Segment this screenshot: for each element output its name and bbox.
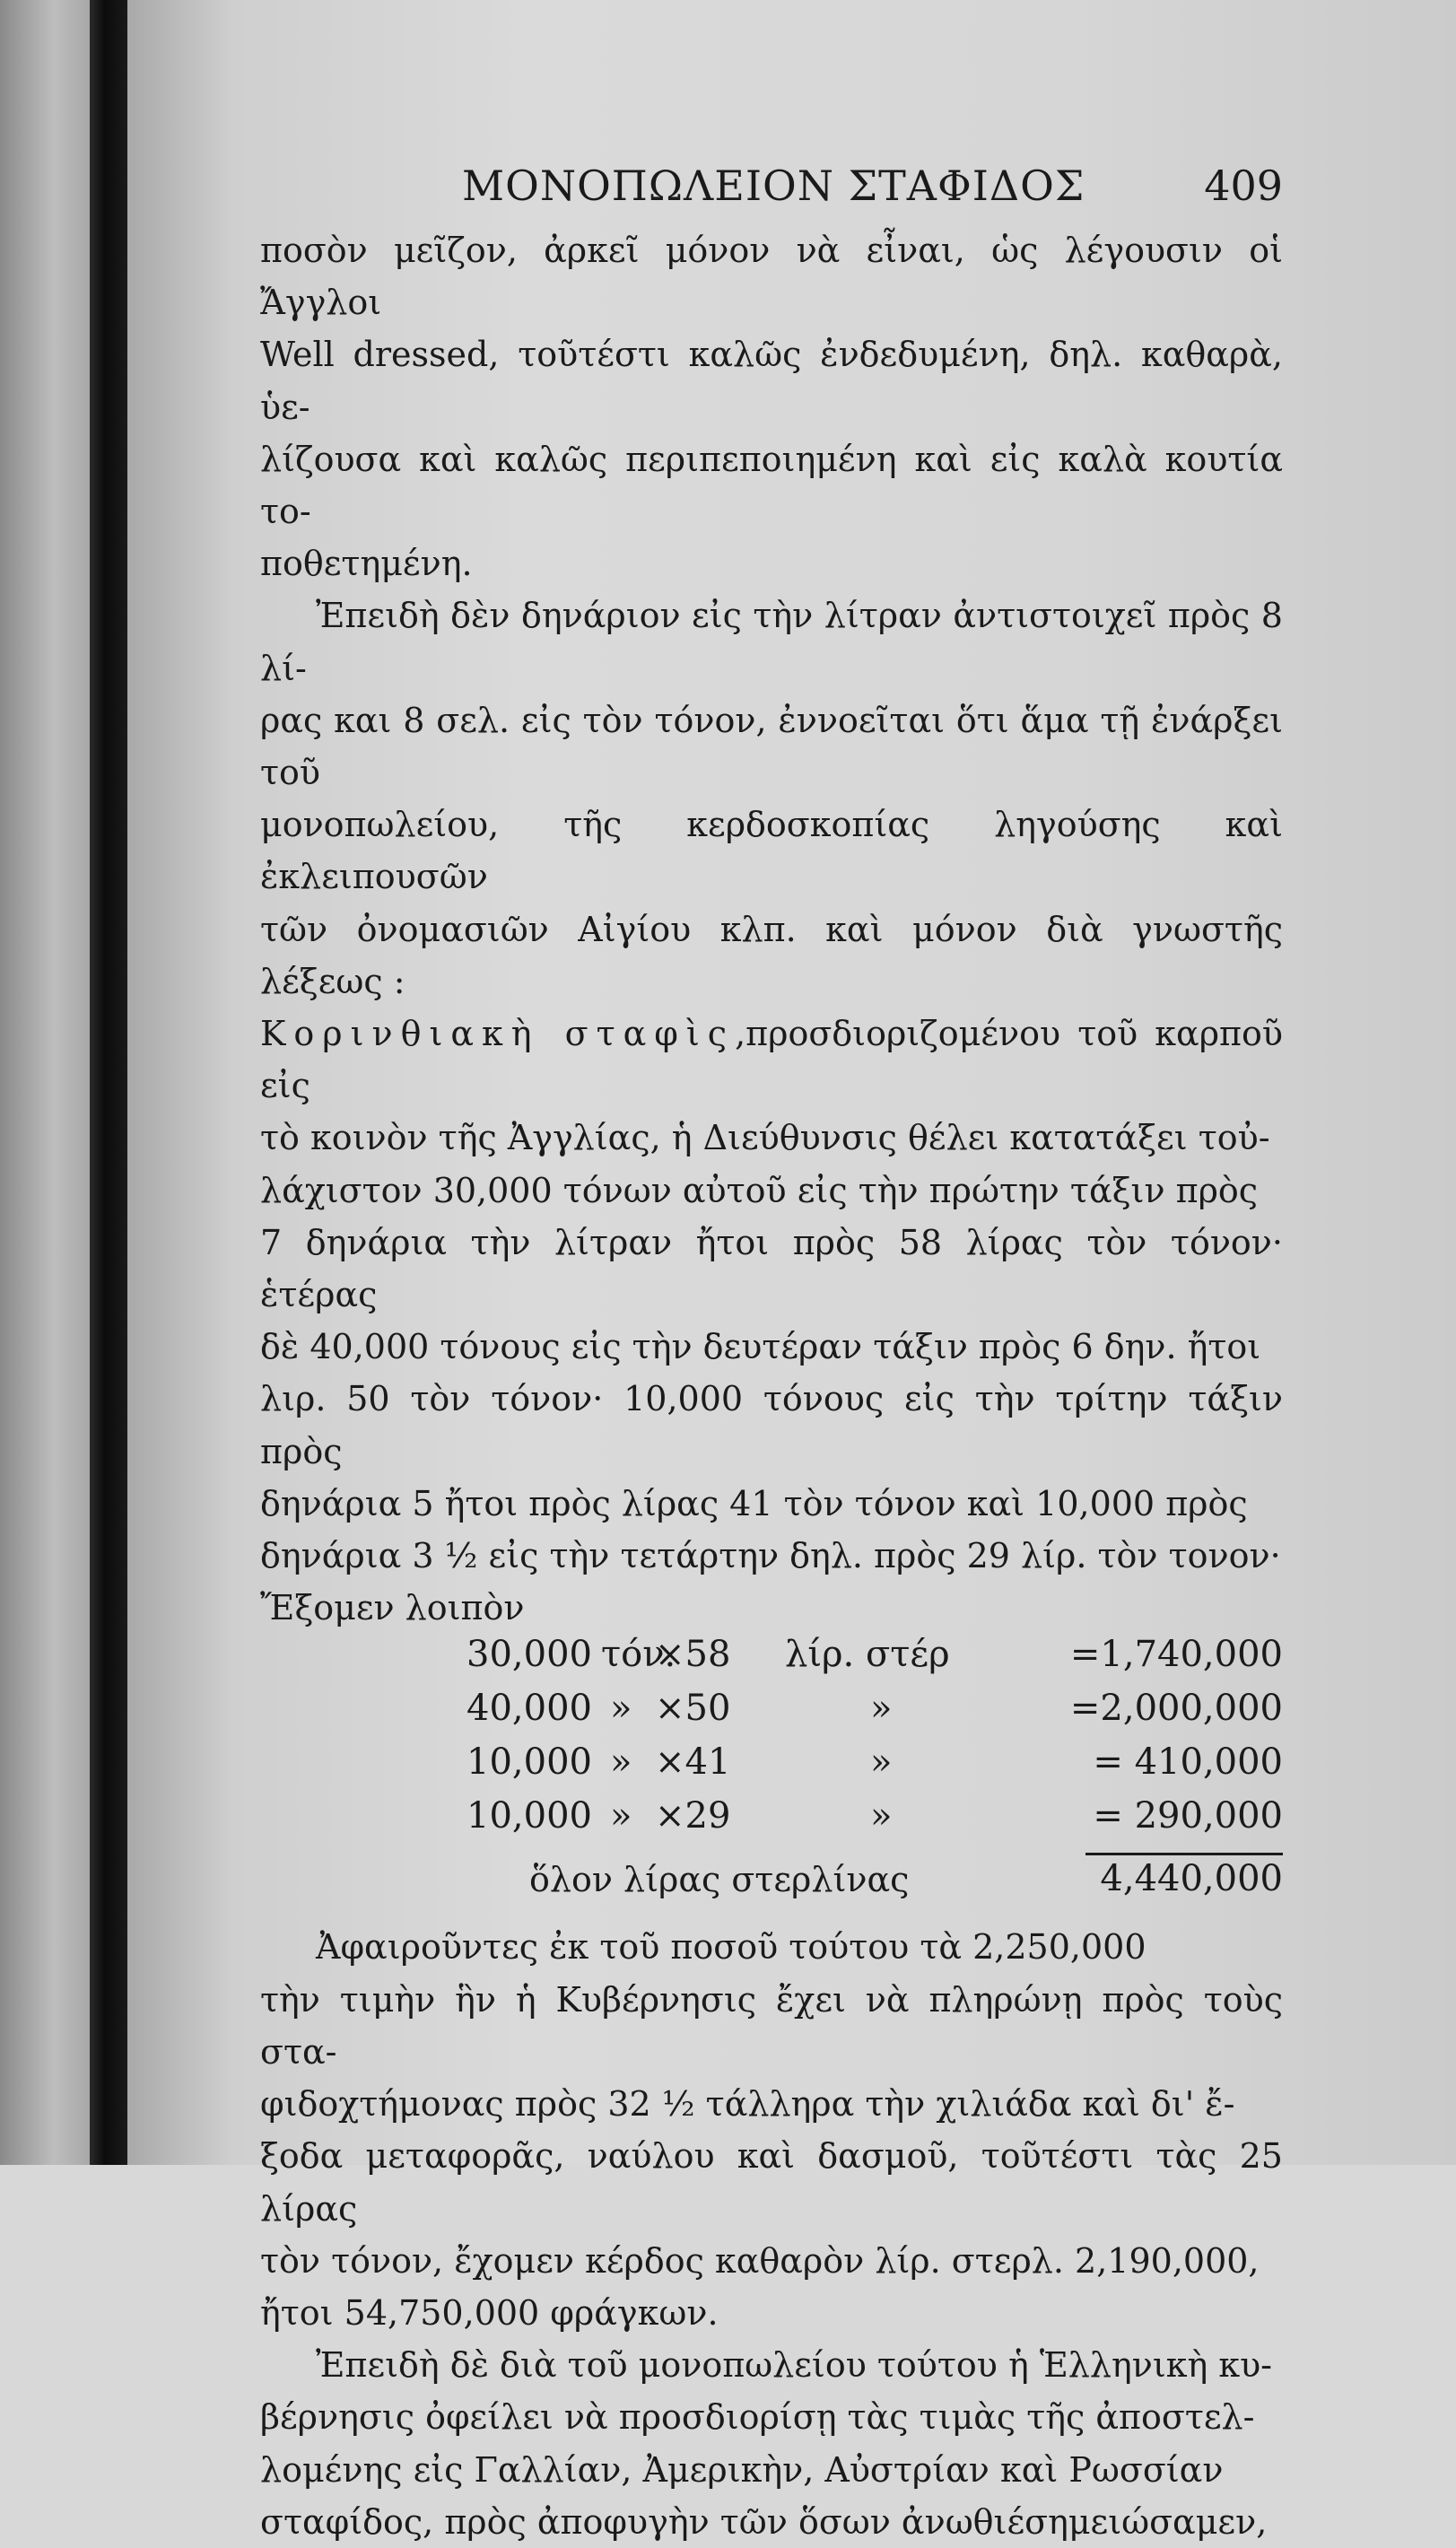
text-line: βέρνησις ὀφείλει νὰ προσδιορίσῃ τὰς τιμὰς τῆς ἀποστελ- [260, 2397, 1255, 2438]
text-line: ξοδα μεταφορᾶς, ναύλου καὶ δασμοῦ, τοῦτέστι τὰς 25 λίρας [260, 2136, 1283, 2229]
text-line: ἤτοι 54,750,000 φράγκων. [260, 2292, 719, 2333]
page-number: 409 [1204, 161, 1283, 210]
text-line: λιρ. 50 τὸν τόνον· 10,000 τόνους εἰς τὴν τρίτην τάξιν πρὸς [260, 1379, 1283, 1471]
text-line: τὸν τόνον, ἔχομεν κέρδος καθαρὸν λίρ. στερλ. 2,190,000, [260, 2240, 1260, 2281]
text-line: δηνάρια 5 ἤτοι πρὸς λίρας 41 τὸν τόνον καὶ 10,000 πρὸς [260, 1483, 1248, 1523]
text-line: Ἐπειδὴ δὲ διὰ τοῦ μονοπωλείου τούτου ἡ Ἑλληνικὴ κυ- [316, 2345, 1273, 2386]
text-line: δηνάρια 3 ½ εἰς τὴν τετάρτην δηλ. πρὸς 29 λίρ. τὸν τονον· [260, 1536, 1281, 1576]
calc-unit2: » [870, 1795, 893, 1837]
calc-unit: » [610, 1688, 632, 1730]
calc-quantity: 10,000 [466, 1795, 592, 1837]
calc-quantity: 10,000 [466, 1741, 592, 1784]
text-line: λίζουσα καὶ καλῶς περιπεποιημένη καὶ εἰς καλὰ κουτία το- [260, 439, 1283, 532]
text-line: τὴν τιμὴν ἣν ἡ Κυβέρνησις ἔχει νὰ πληρώνῃ πρὸς τοὺς στα- [260, 1979, 1283, 2072]
calc-unit2: » [870, 1741, 893, 1784]
text-line: τῶν ὀνομασιῶν Αἰγίου κλπ. καὶ μόνον διὰ γνωστῆς λέξεως : [260, 909, 1283, 1001]
page-gutter [0, 0, 90, 2165]
text-span: ,προσδιοριζομένου τοῦ καρποῦ εἰς [260, 1014, 1284, 1106]
text-line: τὸ κοινὸν τῆς Ἀγγλίας, ἡ Διεύθυνσις θέλει κατατάξει τοὐ- [260, 1118, 1270, 1158]
calculation-table [260, 1634, 1283, 1903]
calc-row [260, 1688, 1283, 1741]
paragraph-1 [260, 224, 1283, 589]
calc-row [260, 1634, 1283, 1688]
sum-rule [1085, 1853, 1283, 1855]
text-line: ρας και 8 σελ. εἰς τὸν τόνον, ἐννοεῖται ὅτι ἅμα τῇ ἐνάρξει τοῦ [260, 700, 1283, 793]
calc-row [260, 1741, 1283, 1795]
calc-rate: ×58 [655, 1634, 731, 1676]
text-line: δὲ 40,000 τόνους εἰς τὴν δευτέραν τάξιν πρὸς 6 δην. ἤτοι [260, 1327, 1261, 1367]
book-spine [90, 0, 127, 2165]
calc-result: = 410,000 [1093, 1741, 1283, 1784]
text-line: Ἀφαιροῦντες ἐκ τοῦ ποσοῦ τούτου τὰ 2,250,000 [316, 1927, 1146, 1968]
calc-unit: » [610, 1795, 632, 1837]
calc-rate: ×41 [655, 1741, 731, 1784]
text-line: φιδοχτήμονας πρὸς 32 ½ τάλληρα τὴν χιλιάδα καὶ δι' ἔ- [260, 2084, 1235, 2125]
calc-unit: τόν. [601, 1634, 676, 1676]
calc-row [260, 1795, 1283, 1849]
text-line: Ἔξομεν λοιπὸν [260, 1588, 525, 1628]
text-line: Ἐπειδὴ δὲν δηνάριον εἰς τὴν λίτραν ἀντιστοιχεῖ πρὸς 8 λί- [260, 596, 1283, 688]
calc-unit: » [610, 1741, 632, 1784]
total-value: 4,440,000 [1100, 1858, 1283, 1900]
spaced-term: Κορινθιακὴ σταφὶς [260, 1014, 736, 1054]
paragraph-3 [260, 1921, 1283, 2339]
calc-result: =1,740,000 [1069, 1634, 1283, 1676]
total-label: ὅλον λίρας στερλίνας [529, 1860, 910, 1900]
paragraph-4 [260, 2339, 1283, 2548]
text-line: μονοπωλείου, τῆς κερδοσκοπίας ληγούσης καὶ ἐκλειπουσῶν [260, 805, 1283, 897]
paragraph-2 [260, 589, 1283, 1634]
calc-unit2: λίρ. στέρ [785, 1634, 950, 1676]
text-line: ποσὸν μεῖζον, ἀρκεῖ μόνον νὰ εἶναι, ὡς λέγουσιν οἱ Ἄγγλοι [260, 231, 1283, 323]
calc-quantity: 40,000 [466, 1688, 592, 1730]
calc-rate: ×29 [655, 1795, 731, 1837]
calc-rate: ×50 [655, 1688, 731, 1730]
text-line: σταφίδος, πρὸς ἀποφυγὴν τῶν ὅσων ἀνωθιέσημειώσαμεν, [260, 2501, 1268, 2542]
text-line: Well dressed, τοῦτέστι καλῶς ἐνδεδυμένη, δηλ. καθαρὰ, ὑε- [260, 335, 1283, 427]
text-line: λάχιστον 30,000 τόνων αὐτοῦ εἰς τὴν πρώτην τάξιν πρὸς [260, 1170, 1259, 1210]
text-line: ποθετημένη. [260, 544, 473, 584]
text-line: λομένης εἰς Γαλλίαν, Ἀμερικὴν, Αὐστρίαν καὶ Ρωσσίαν [260, 2449, 1224, 2490]
text-line [260, 1008, 1283, 1112]
page-header [260, 161, 1283, 224]
calc-unit2: » [870, 1688, 893, 1730]
calc-result: = 290,000 [1093, 1795, 1283, 1837]
text-line: 7 δηνάρια τὴν λίτραν ἤτοι πρὸς 58 λίρας τὸν τόνον· ἑτέρας [260, 1222, 1283, 1315]
running-title: ΜΟΝΟΠΩΛΕΙΟΝ ΣΤΑΦΙΔΟΣ [462, 161, 1085, 210]
calc-quantity: 30,000 [466, 1634, 592, 1676]
page-content [260, 161, 1283, 2548]
calc-result: =2,000,000 [1069, 1688, 1283, 1730]
